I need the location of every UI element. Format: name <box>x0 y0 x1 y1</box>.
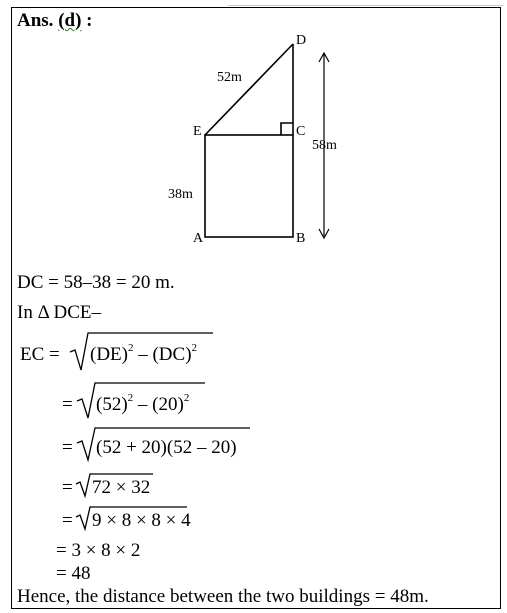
conclusion: Hence, the distance between the two buildings = 48m. <box>17 586 429 607</box>
answer-prefix: Ans. <box>17 10 59 31</box>
result-value: = 48 <box>56 563 91 584</box>
radicand-4: 72 × 32 <box>92 477 151 498</box>
dc-calculation: DC = 58–38 = 20 m. <box>17 272 175 293</box>
answer-suffix: : <box>81 10 93 31</box>
label-d: D <box>296 33 307 48</box>
label-db-height: 58m <box>312 138 337 153</box>
answer-choice: (d) <box>58 10 82 31</box>
equals-3: = <box>62 437 73 458</box>
equals-2: = <box>62 394 73 415</box>
label-b: B <box>296 231 306 246</box>
equals-5: = <box>62 510 73 531</box>
radicand-5: 9 × 8 × 8 × 4 <box>92 510 191 531</box>
radicand-2: $(52)^2 - (20)^2$ <box>96 392 190 415</box>
radicand-3: (52 + 20)(52 – 20) <box>96 437 237 458</box>
label-ea-length: 38m <box>168 187 193 202</box>
equals-4: = <box>62 477 73 498</box>
product-calculation: = 3 × 8 × 2 <box>56 540 141 561</box>
triangle-intro: In Δ DCE– <box>17 302 101 323</box>
label-de-length: 52m <box>217 70 242 85</box>
radicand-1: (DE)$^2$ – (DC)$^2$ <box>90 342 198 365</box>
label-e: E <box>193 124 202 139</box>
label-a: A <box>193 231 204 246</box>
ec-label: EC = <box>20 344 60 365</box>
label-c: C <box>296 124 306 139</box>
